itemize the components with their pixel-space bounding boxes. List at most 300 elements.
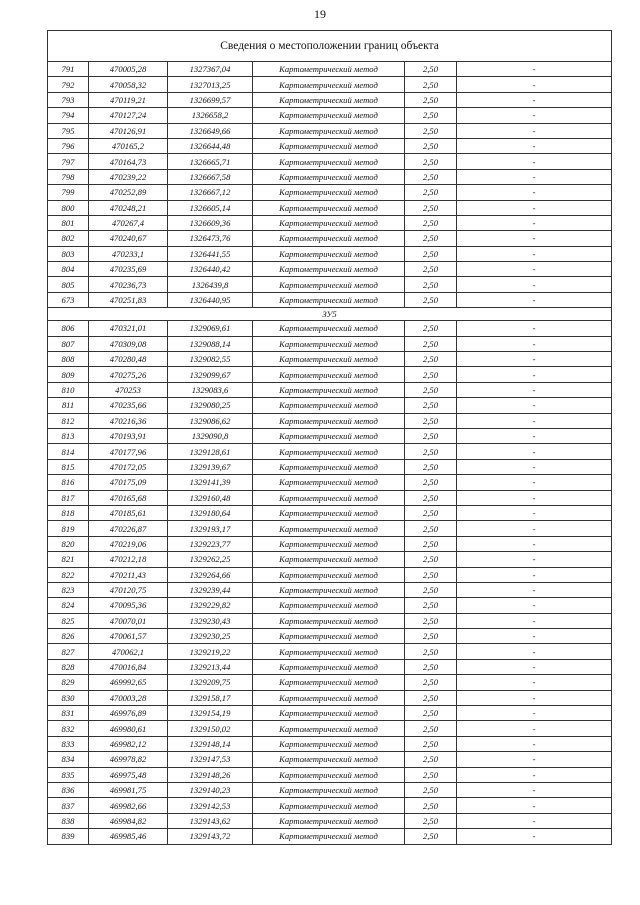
x-coordinate: 470219,06	[89, 536, 168, 551]
table-row	[48, 767, 612, 782]
table-row	[48, 154, 612, 169]
description-dash: -	[457, 536, 612, 551]
determination-method: Картометрический метод	[253, 231, 405, 246]
y-coordinate: 1329148,14	[168, 736, 253, 751]
x-coordinate: 470253	[89, 382, 168, 397]
description-dash: -	[457, 782, 612, 797]
y-coordinate: 1329069,61	[168, 321, 253, 336]
y-coordinate: 1329099,67	[168, 367, 253, 382]
table-row	[48, 598, 612, 613]
point-number: 831	[48, 706, 89, 721]
accuracy-value: 2,50	[405, 200, 457, 215]
y-coordinate: 1329213,44	[168, 659, 253, 674]
determination-method: Картометрический метод	[253, 752, 405, 767]
accuracy-value: 2,50	[405, 77, 457, 92]
table-row	[48, 352, 612, 367]
accuracy-value: 2,50	[405, 277, 457, 292]
description-dash: -	[457, 246, 612, 261]
x-coordinate: 470095,36	[89, 598, 168, 613]
point-number: 829	[48, 675, 89, 690]
x-coordinate: 470280,48	[89, 352, 168, 367]
x-coordinate: 469976,89	[89, 706, 168, 721]
point-number: 825	[48, 613, 89, 628]
description-dash: -	[457, 367, 612, 382]
description-dash: -	[457, 77, 612, 92]
determination-method: Картометрический метод	[253, 215, 405, 230]
x-coordinate: 470267,4	[89, 215, 168, 230]
x-coordinate: 470321,01	[89, 321, 168, 336]
point-number: 837	[48, 798, 89, 813]
accuracy-value: 2,50	[405, 598, 457, 613]
y-coordinate: 1329148,26	[168, 767, 253, 782]
accuracy-value: 2,50	[405, 367, 457, 382]
determination-method: Картометрический метод	[253, 444, 405, 459]
x-coordinate: 470216,36	[89, 413, 168, 428]
determination-method: Картометрический метод	[253, 675, 405, 690]
accuracy-value: 2,50	[405, 321, 457, 336]
determination-method: Картометрический метод	[253, 490, 405, 505]
table-row	[48, 536, 612, 551]
determination-method: Картометрический метод	[253, 185, 405, 200]
page-number: 19	[314, 7, 326, 21]
table-row	[48, 659, 612, 674]
table-row	[48, 262, 612, 277]
y-coordinate: 1327367,04	[168, 62, 253, 77]
y-coordinate: 1326605,14	[168, 200, 253, 215]
table-row	[48, 782, 612, 797]
table-row	[48, 292, 612, 307]
description-dash: -	[457, 552, 612, 567]
y-coordinate: 1326644,48	[168, 138, 253, 153]
x-coordinate: 470226,87	[89, 521, 168, 536]
point-number: 791	[48, 62, 89, 77]
point-number: 818	[48, 505, 89, 520]
description-dash: -	[457, 154, 612, 169]
determination-method: Картометрический метод	[253, 598, 405, 613]
x-coordinate: 470275,26	[89, 367, 168, 382]
determination-method: Картометрический метод	[253, 246, 405, 261]
description-dash: -	[457, 490, 612, 505]
description-dash: -	[457, 567, 612, 582]
accuracy-value: 2,50	[405, 644, 457, 659]
x-coordinate: 470126,91	[89, 123, 168, 138]
table-row	[48, 62, 612, 77]
accuracy-value: 2,50	[405, 92, 457, 107]
table-row	[48, 215, 612, 230]
description-dash: -	[457, 613, 612, 628]
description-dash: -	[457, 277, 612, 292]
y-coordinate: 1326667,12	[168, 185, 253, 200]
accuracy-value: 2,50	[405, 246, 457, 261]
x-coordinate: 470175,09	[89, 475, 168, 490]
accuracy-value: 2,50	[405, 536, 457, 551]
point-number: 812	[48, 413, 89, 428]
point-number: 801	[48, 215, 89, 230]
accuracy-value: 2,50	[405, 352, 457, 367]
description-dash: -	[457, 752, 612, 767]
x-coordinate: 470233,1	[89, 246, 168, 261]
description-dash: -	[457, 169, 612, 184]
x-coordinate: 470240,67	[89, 231, 168, 246]
accuracy-value: 2,50	[405, 552, 457, 567]
y-coordinate: 1326473,76	[168, 231, 253, 246]
table-row	[48, 829, 612, 844]
determination-method: Картометрический метод	[253, 367, 405, 382]
description-dash: -	[457, 582, 612, 597]
point-number: 798	[48, 169, 89, 184]
y-coordinate: 1326699,57	[168, 92, 253, 107]
point-number: 794	[48, 108, 89, 123]
table-row	[48, 444, 612, 459]
x-coordinate: 470165,68	[89, 490, 168, 505]
y-coordinate: 1329080,25	[168, 398, 253, 413]
table-row	[48, 108, 612, 123]
x-coordinate: 470309,08	[89, 336, 168, 351]
description-dash: -	[457, 459, 612, 474]
accuracy-value: 2,50	[405, 675, 457, 690]
point-number: 827	[48, 644, 89, 659]
accuracy-value: 2,50	[405, 382, 457, 397]
accuracy-value: 2,50	[405, 752, 457, 767]
table-row	[48, 185, 612, 200]
x-coordinate: 470172,05	[89, 459, 168, 474]
y-coordinate: 1326649,66	[168, 123, 253, 138]
point-number: 673	[48, 292, 89, 307]
point-number: 821	[48, 552, 89, 567]
table-row	[48, 582, 612, 597]
determination-method: Картометрический метод	[253, 459, 405, 474]
description-dash: -	[457, 321, 612, 336]
x-coordinate: 469975,48	[89, 767, 168, 782]
y-coordinate: 1329264,66	[168, 567, 253, 582]
x-coordinate: 470165,2	[89, 138, 168, 153]
x-coordinate: 470252,89	[89, 185, 168, 200]
x-coordinate: 470164,73	[89, 154, 168, 169]
y-coordinate: 1329223,77	[168, 536, 253, 551]
description-dash: -	[457, 92, 612, 107]
x-coordinate: 470235,69	[89, 262, 168, 277]
table-row	[48, 706, 612, 721]
point-number: 802	[48, 231, 89, 246]
table-row	[48, 690, 612, 705]
description-dash: -	[457, 262, 612, 277]
determination-method: Картометрический метод	[253, 613, 405, 628]
x-coordinate: 470185,61	[89, 505, 168, 520]
accuracy-value: 2,50	[405, 262, 457, 277]
accuracy-value: 2,50	[405, 505, 457, 520]
table-row	[48, 246, 612, 261]
description-dash: -	[457, 352, 612, 367]
y-coordinate: 1329143,62	[168, 813, 253, 828]
y-coordinate: 1326441,55	[168, 246, 253, 261]
point-number: 805	[48, 277, 89, 292]
determination-method: Картометрический метод	[253, 428, 405, 443]
determination-method: Картометрический метод	[253, 829, 405, 844]
point-number: 804	[48, 262, 89, 277]
determination-method: Картометрический метод	[253, 567, 405, 582]
x-coordinate: 470119,21	[89, 92, 168, 107]
point-number: 839	[48, 829, 89, 844]
accuracy-value: 2,50	[405, 721, 457, 736]
table-row	[48, 736, 612, 751]
description-dash: -	[457, 675, 612, 690]
table-row	[48, 336, 612, 351]
description-dash: -	[457, 200, 612, 215]
description-dash: -	[457, 123, 612, 138]
accuracy-value: 2,50	[405, 185, 457, 200]
description-dash: -	[457, 690, 612, 705]
point-number: 836	[48, 782, 89, 797]
y-coordinate: 1329128,61	[168, 444, 253, 459]
description-dash: -	[457, 659, 612, 674]
x-coordinate: 469982,12	[89, 736, 168, 751]
y-coordinate: 1329262,25	[168, 552, 253, 567]
determination-method: Картометрический метод	[253, 536, 405, 551]
table-row	[48, 644, 612, 659]
determination-method: Картометрический метод	[253, 352, 405, 367]
point-number: 793	[48, 92, 89, 107]
table-row	[48, 629, 612, 644]
y-coordinate: 1329154,19	[168, 706, 253, 721]
y-coordinate: 1329147,53	[168, 752, 253, 767]
x-coordinate: 469982,66	[89, 798, 168, 813]
accuracy-value: 2,50	[405, 521, 457, 536]
accuracy-value: 2,50	[405, 398, 457, 413]
accuracy-value: 2,50	[405, 123, 457, 138]
y-coordinate: 1327013,25	[168, 77, 253, 92]
point-number: 835	[48, 767, 89, 782]
accuracy-value: 2,50	[405, 428, 457, 443]
point-number: 808	[48, 352, 89, 367]
point-number: 806	[48, 321, 89, 336]
table-row	[48, 567, 612, 582]
description-dash: -	[457, 706, 612, 721]
y-coordinate: 1329143,72	[168, 829, 253, 844]
point-number: 834	[48, 752, 89, 767]
point-number: 811	[48, 398, 89, 413]
point-number: 813	[48, 428, 89, 443]
table-row	[48, 123, 612, 138]
x-coordinate: 470120,75	[89, 582, 168, 597]
y-coordinate: 1329150,02	[168, 721, 253, 736]
point-number: 833	[48, 736, 89, 751]
table-row	[48, 675, 612, 690]
table-row	[48, 798, 612, 813]
table-row	[48, 382, 612, 397]
accuracy-value: 2,50	[405, 613, 457, 628]
point-number: 819	[48, 521, 89, 536]
determination-method: Картометрический метод	[253, 92, 405, 107]
x-coordinate: 470212,18	[89, 552, 168, 567]
description-dash: -	[457, 505, 612, 520]
description-dash: -	[457, 767, 612, 782]
accuracy-value: 2,50	[405, 459, 457, 474]
accuracy-value: 2,50	[405, 567, 457, 582]
table-row	[48, 169, 612, 184]
x-coordinate: 469984,82	[89, 813, 168, 828]
determination-method: Картометрический метод	[253, 736, 405, 751]
y-coordinate: 1329139,67	[168, 459, 253, 474]
y-coordinate: 1326440,42	[168, 262, 253, 277]
accuracy-value: 2,50	[405, 829, 457, 844]
x-coordinate: 470235,66	[89, 398, 168, 413]
y-coordinate: 1329082,55	[168, 352, 253, 367]
table-row	[48, 413, 612, 428]
table-row	[48, 231, 612, 246]
determination-method: Картометрический метод	[253, 62, 405, 77]
description-dash: -	[457, 215, 612, 230]
x-coordinate: 470127,24	[89, 108, 168, 123]
point-number: 823	[48, 582, 89, 597]
accuracy-value: 2,50	[405, 690, 457, 705]
point-number: 814	[48, 444, 89, 459]
determination-method: Картометрический метод	[253, 706, 405, 721]
x-coordinate: 470211,43	[89, 567, 168, 582]
table-row	[48, 552, 612, 567]
determination-method: Картометрический метод	[253, 475, 405, 490]
y-coordinate: 1329193,17	[168, 521, 253, 536]
point-number: 810	[48, 382, 89, 397]
x-coordinate: 470058,32	[89, 77, 168, 92]
accuracy-value: 2,50	[405, 629, 457, 644]
determination-method: Картометрический метод	[253, 336, 405, 351]
y-coordinate: 1329219,22	[168, 644, 253, 659]
point-number: 807	[48, 336, 89, 351]
table-row	[48, 398, 612, 413]
description-dash: -	[457, 444, 612, 459]
y-coordinate: 1329086,62	[168, 413, 253, 428]
determination-method: Картометрический метод	[253, 382, 405, 397]
determination-method: Картометрический метод	[253, 721, 405, 736]
description-dash: -	[457, 798, 612, 813]
description-dash: -	[457, 829, 612, 844]
x-coordinate: 470061,57	[89, 629, 168, 644]
table-row	[48, 200, 612, 215]
determination-method: Картометрический метод	[253, 813, 405, 828]
point-number: 809	[48, 367, 89, 382]
determination-method: Картометрический метод	[253, 262, 405, 277]
y-coordinate: 1326609,36	[168, 215, 253, 230]
x-coordinate: 470003,28	[89, 690, 168, 705]
point-number: 803	[48, 246, 89, 261]
description-dash: -	[457, 629, 612, 644]
accuracy-value: 2,50	[405, 336, 457, 351]
description-dash: -	[457, 644, 612, 659]
y-coordinate: 1329160,48	[168, 490, 253, 505]
determination-method: Картометрический метод	[253, 505, 405, 520]
table-row	[48, 475, 612, 490]
description-dash: -	[457, 382, 612, 397]
y-coordinate: 1329140,23	[168, 782, 253, 797]
determination-method: Картометрический метод	[253, 292, 405, 307]
x-coordinate: 470239,22	[89, 169, 168, 184]
x-coordinate: 469985,46	[89, 829, 168, 844]
table-row	[48, 613, 612, 628]
determination-method: Картометрический метод	[253, 798, 405, 813]
y-coordinate: 1326658,2	[168, 108, 253, 123]
determination-method: Картометрический метод	[253, 277, 405, 292]
accuracy-value: 2,50	[405, 475, 457, 490]
description-dash: -	[457, 138, 612, 153]
description-dash: -	[457, 231, 612, 246]
table-row	[48, 138, 612, 153]
description-dash: -	[457, 108, 612, 123]
determination-method: Картометрический метод	[253, 413, 405, 428]
description-dash: -	[457, 185, 612, 200]
point-number: 792	[48, 77, 89, 92]
description-dash: -	[457, 292, 612, 307]
x-coordinate: 470016,84	[89, 659, 168, 674]
description-dash: -	[457, 475, 612, 490]
determination-method: Картометрический метод	[253, 659, 405, 674]
point-number: 795	[48, 123, 89, 138]
accuracy-value: 2,50	[405, 138, 457, 153]
description-dash: -	[457, 521, 612, 536]
accuracy-value: 2,50	[405, 444, 457, 459]
description-dash: -	[457, 736, 612, 751]
x-coordinate: 469981,75	[89, 782, 168, 797]
determination-method: Картометрический метод	[253, 690, 405, 705]
determination-method: Картометрический метод	[253, 77, 405, 92]
description-dash: -	[457, 428, 612, 443]
determination-method: Картометрический метод	[253, 398, 405, 413]
accuracy-value: 2,50	[405, 782, 457, 797]
accuracy-value: 2,50	[405, 413, 457, 428]
description-dash: -	[457, 813, 612, 828]
point-number: 832	[48, 721, 89, 736]
description-dash: -	[457, 721, 612, 736]
determination-method: Картометрический метод	[253, 782, 405, 797]
point-number: 838	[48, 813, 89, 828]
determination-method: Картометрический метод	[253, 767, 405, 782]
y-coordinate: 1329142,53	[168, 798, 253, 813]
table-row	[48, 277, 612, 292]
y-coordinate: 1329141,39	[168, 475, 253, 490]
accuracy-value: 2,50	[405, 292, 457, 307]
accuracy-value: 2,50	[405, 490, 457, 505]
table-row	[48, 367, 612, 382]
table-row	[48, 752, 612, 767]
determination-method: Картометрический метод	[253, 321, 405, 336]
description-dash: -	[457, 62, 612, 77]
point-number: 830	[48, 690, 89, 705]
table-row	[48, 521, 612, 536]
y-coordinate: 1329230,43	[168, 613, 253, 628]
table-row	[48, 813, 612, 828]
determination-method: Картометрический метод	[253, 552, 405, 567]
x-coordinate: 470062,1	[89, 644, 168, 659]
table-title: Сведения о местоположении границ объекта	[48, 31, 612, 62]
determination-method: Картометрический метод	[253, 154, 405, 169]
y-coordinate: 1329239,44	[168, 582, 253, 597]
y-coordinate: 1329229,82	[168, 598, 253, 613]
accuracy-value: 2,50	[405, 62, 457, 77]
point-number: 817	[48, 490, 89, 505]
accuracy-value: 2,50	[405, 659, 457, 674]
point-number: 799	[48, 185, 89, 200]
determination-method: Картометрический метод	[253, 521, 405, 536]
section-row	[48, 308, 612, 321]
accuracy-value: 2,50	[405, 108, 457, 123]
point-number: 797	[48, 154, 89, 169]
description-dash: -	[457, 413, 612, 428]
table-row	[48, 92, 612, 107]
accuracy-value: 2,50	[405, 767, 457, 782]
x-coordinate: 470070,01	[89, 613, 168, 628]
boundary-table-frame	[47, 30, 611, 845]
table-row	[48, 459, 612, 474]
x-coordinate: 470005,28	[89, 62, 168, 77]
